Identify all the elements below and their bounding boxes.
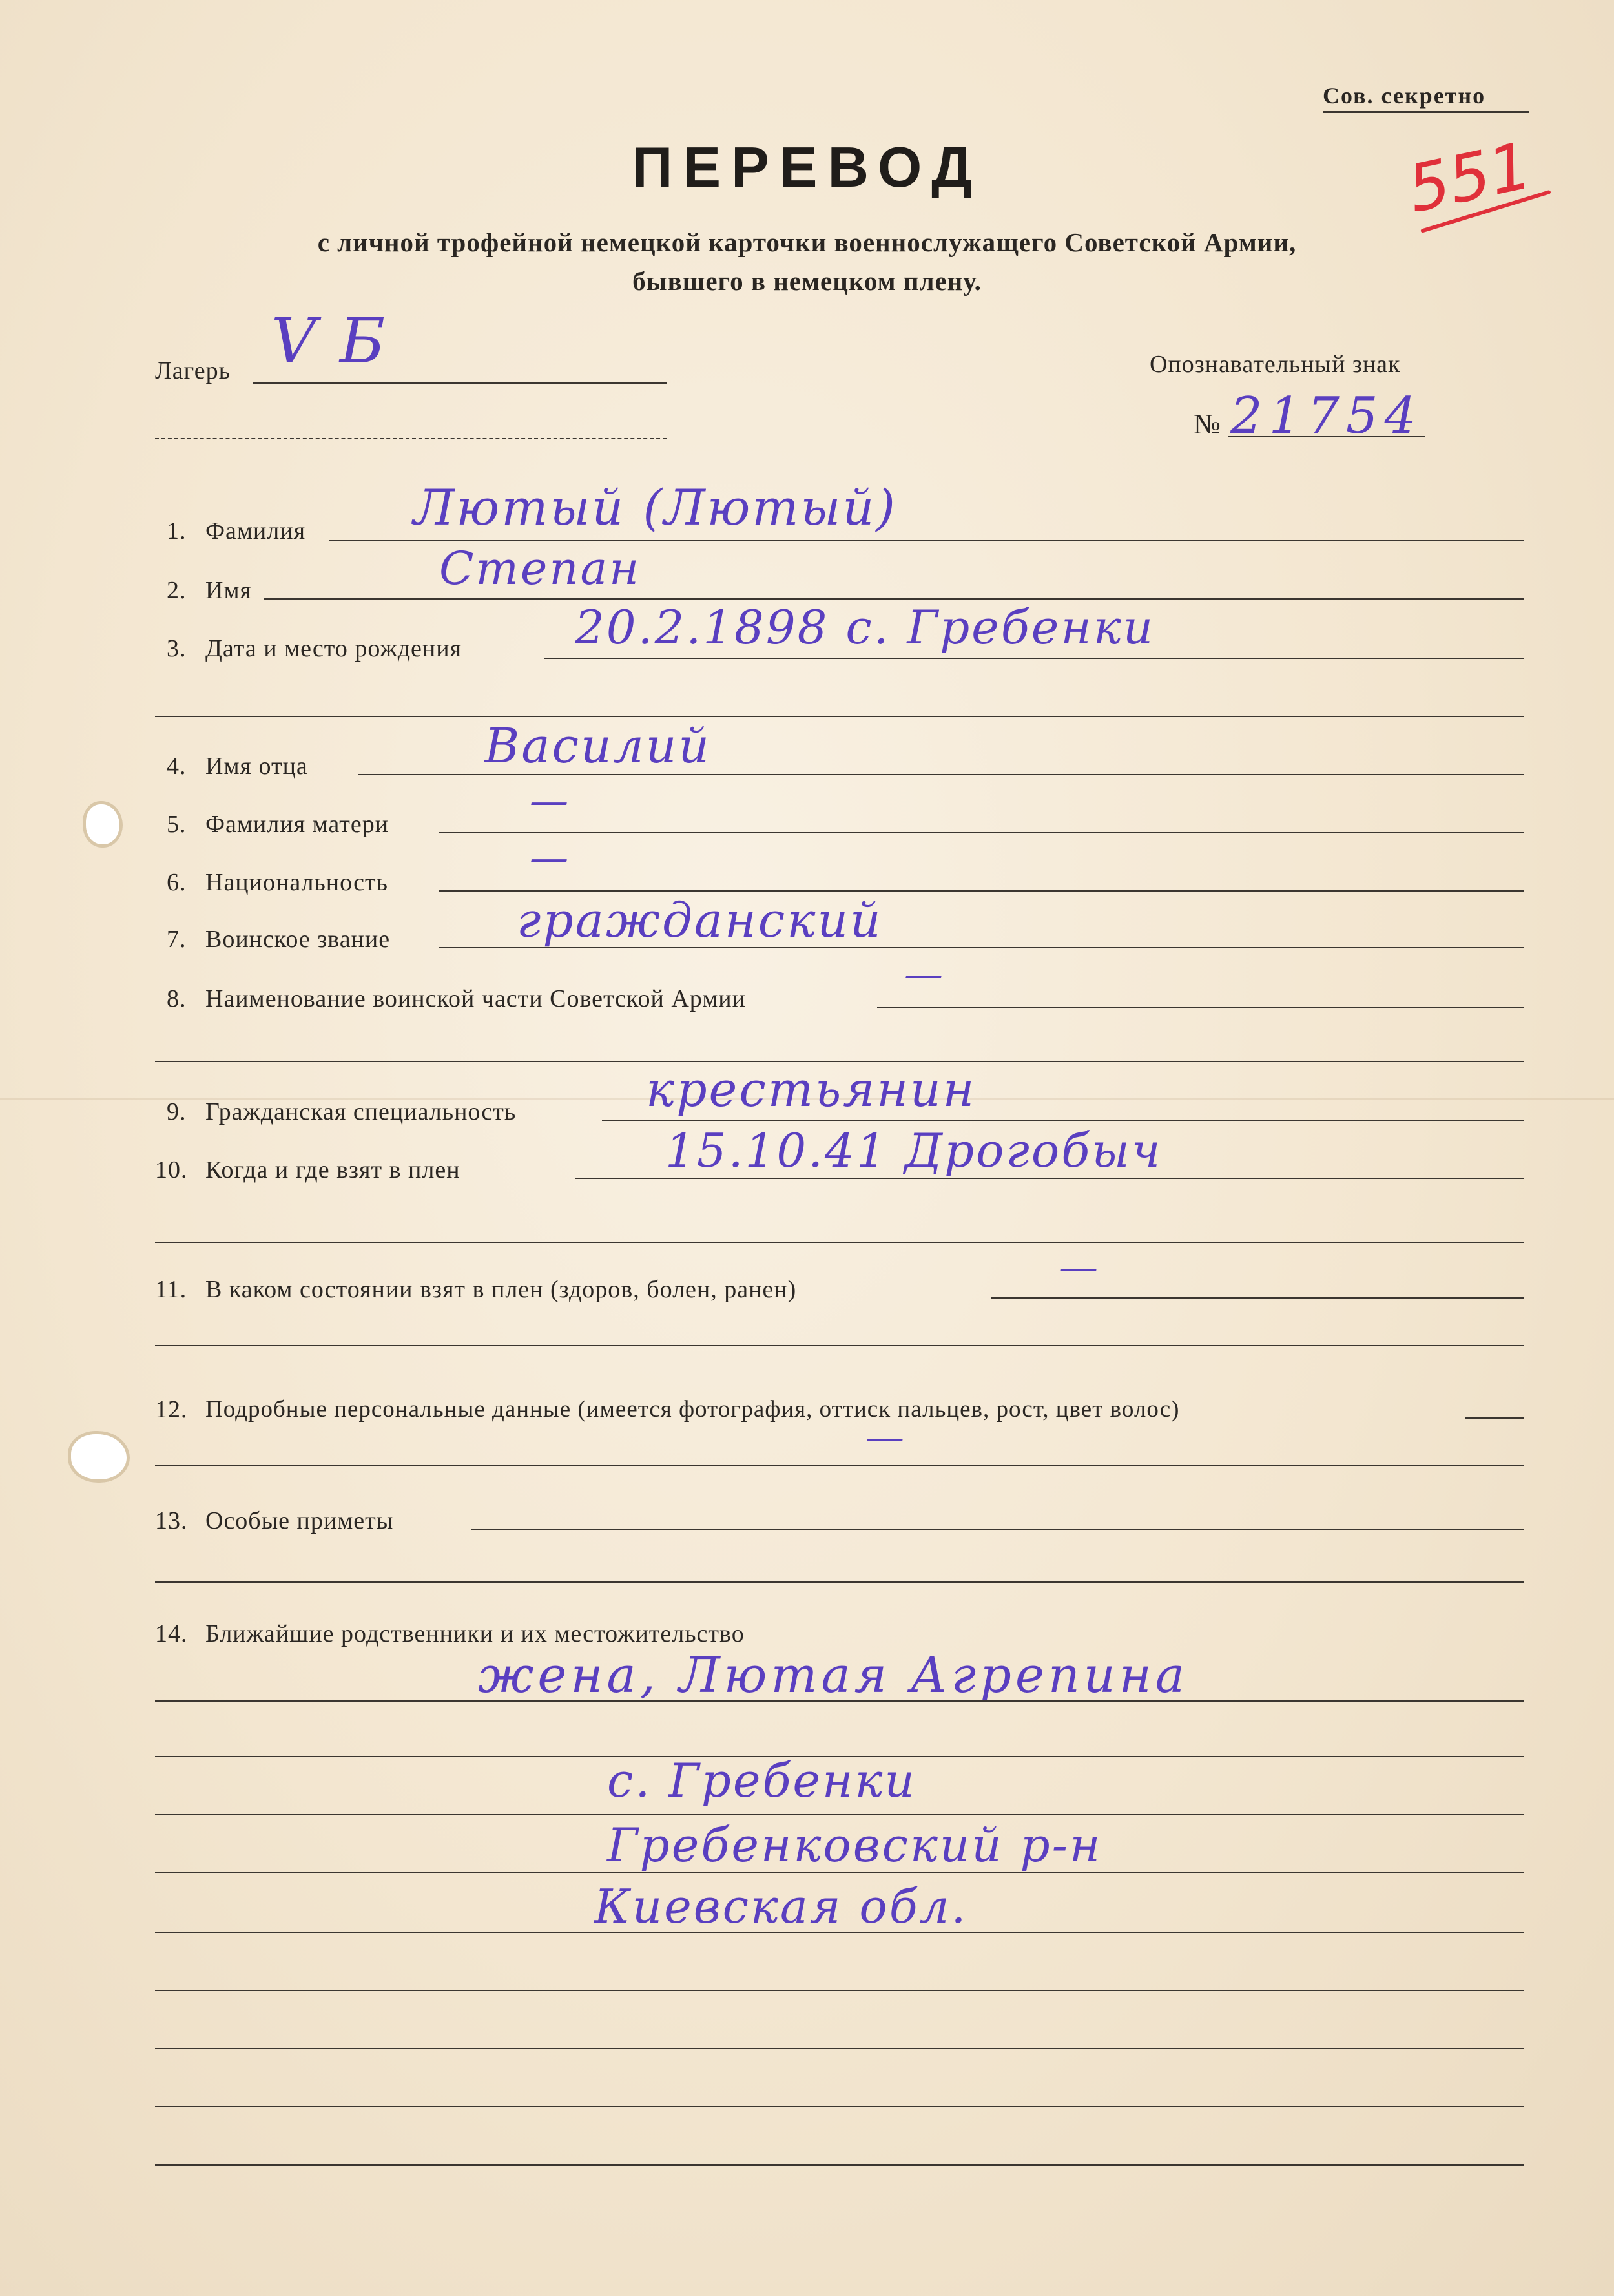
identity-tag-value: 21754 (1230, 387, 1423, 445)
field-3-extra-line (155, 716, 1524, 717)
field-4-line (358, 774, 1524, 775)
field-7-label: Воинское звание (205, 926, 391, 953)
field-14-label: Ближайшие родственники и их местожительство (205, 1620, 745, 1647)
field-1-number: 1. (167, 517, 187, 545)
ruled-line (155, 1990, 1524, 1991)
field-7-value: гражданский (517, 893, 883, 948)
field-13-label: Особые приметы (205, 1507, 394, 1534)
camp-line (253, 382, 667, 384)
field-13-number: 13. (155, 1507, 188, 1534)
field-2-label: Имя (205, 577, 252, 604)
identity-tag-label: Опознавательный знак (1150, 351, 1401, 378)
field-3-line (544, 658, 1524, 659)
field-3-value: 20.2.1898 с. Гребенки (575, 600, 1155, 654)
field-8-label: Наименование воинской части Советской Армии (205, 985, 746, 1012)
field-11-line (991, 1297, 1524, 1299)
field-7-number: 7. (167, 926, 187, 953)
field-13-extra-line (155, 1581, 1524, 1583)
classification-label: Сов. секретно (1323, 83, 1486, 109)
field-11-value: — (1059, 1245, 1100, 1290)
field-10-extra-line (155, 1242, 1524, 1243)
document-title: ПЕРЕВОД (632, 135, 982, 199)
relatives-line-3: Гребенковский р-н (607, 1818, 1102, 1872)
ruled-line (155, 2048, 1524, 2049)
field-1-label: Фамилия (205, 517, 306, 545)
field-11-label: В каком состоянии взят в плен (здоров, болен, ранен) (205, 1276, 797, 1303)
field-12-line (1465, 1417, 1524, 1419)
ruled-line (155, 1872, 1524, 1873)
field-6-value: — (530, 835, 570, 881)
field-5-line (439, 832, 1524, 833)
field-1-line (329, 540, 1524, 541)
field-10-value: 15.10.41 Дрогобыч (665, 1123, 1163, 1178)
field-5-value: — (530, 778, 570, 824)
identity-tag-prefix: № (1194, 408, 1221, 440)
field-6-line (439, 890, 1524, 892)
field-9-value: крестьянин (646, 1062, 977, 1118)
field-10-number: 10. (155, 1156, 188, 1184)
field-8-number: 8. (167, 985, 187, 1012)
field-1-value: Лютый (Лютый) (413, 479, 897, 536)
field-8-value: — (904, 952, 945, 997)
ruled-line (155, 2164, 1524, 2166)
field-4-number: 4. (167, 753, 187, 780)
field-8-line (877, 1007, 1524, 1008)
classification-underline (1323, 111, 1529, 113)
field-13-line (471, 1529, 1524, 1530)
field-3-number: 3. (167, 635, 187, 662)
camp-extra-line (155, 438, 667, 439)
archive-number: 551 (1401, 127, 1538, 227)
field-4-label: Имя отца (205, 753, 308, 780)
field-5-number: 5. (167, 811, 187, 838)
relatives-line-1: жена, Лютая Агрепина (478, 1646, 1189, 1704)
field-12-label: Подробные персональные данные (имеется фотография, оттиск пальцев, рост, цвет волос) (205, 1396, 1180, 1423)
field-9-number: 9. (167, 1098, 187, 1125)
field-3-label: Дата и место рождения (205, 635, 462, 662)
field-9-label: Гражданская специальность (205, 1098, 517, 1125)
camp-label: Лагерь (155, 357, 231, 384)
field-2-line (264, 598, 1524, 600)
field-5-label: Фамилия матери (205, 811, 389, 838)
document-subtitle-line1: с личной трофейной немецкой карточки военнослужащего Советской Армии, (317, 227, 1297, 257)
ruled-line (155, 1756, 1524, 1757)
ruled-line (155, 1932, 1524, 1933)
document-subtitle-line2: бывшего в немецком плену. (632, 266, 982, 296)
field-2-value: Степан (439, 542, 641, 595)
field-9-line (602, 1120, 1524, 1121)
field-12-extra-line (155, 1465, 1524, 1466)
relatives-line-4: Киевская обл. (594, 1879, 968, 1934)
punch-hole (83, 801, 123, 848)
field-6-label: Национальность (205, 869, 388, 896)
field-6-number: 6. (167, 869, 187, 896)
field-4-value: Василий (484, 718, 712, 774)
field-10-label: Когда и где взят в плен (205, 1156, 460, 1184)
ruled-line (155, 2106, 1524, 2107)
field-11-number: 11. (155, 1276, 187, 1303)
field-14-number: 14. (155, 1620, 188, 1647)
camp-value: V Б (271, 305, 388, 377)
field-10-line (575, 1178, 1524, 1179)
relatives-line-2: с. Гребенки (607, 1753, 916, 1808)
ruled-line (155, 1814, 1524, 1815)
ruled-line (155, 1700, 1524, 1702)
field-11-extra-line (155, 1345, 1524, 1346)
field-2-number: 2. (167, 577, 187, 604)
field-12-value: — (865, 1415, 906, 1460)
field-12-number: 12. (155, 1396, 188, 1423)
punch-hole (68, 1431, 130, 1483)
